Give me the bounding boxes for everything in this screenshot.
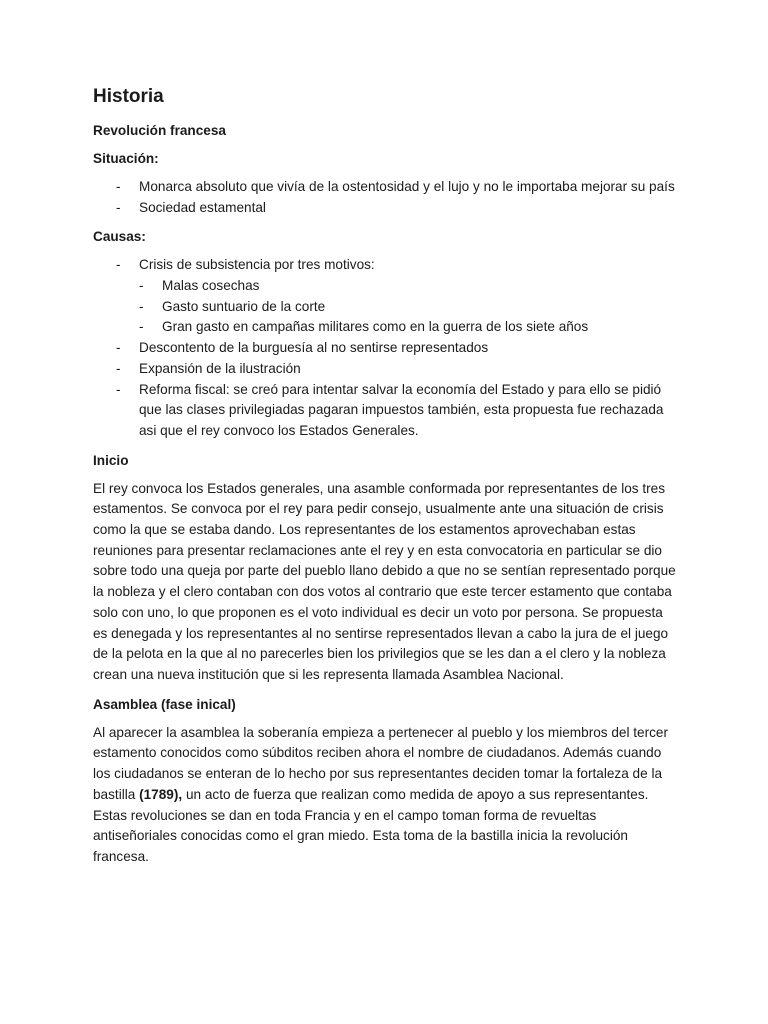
sublist-item: - Gasto suntuario de la corte [139,297,676,318]
inicio-paragraph: El rey convoca los Estados generales, una asamble conformada por representantes de los tres estamentos. Se convoca por el rey para pedir consejo, usualmente ante una situación de crisis como la que se estaba dando. Los representantes de los estamentos aprovechaban estas reuniones para presentar reclamaciones ante el rey y en esta convocatoria en particular se dio sobre todo una queja por parte del pueblo llano debido a que no se sentían representado porque la nobleza y el clero contaban con dos votos al contrario que este tercer estamento que contaba solo con uno, lo que proponen es el voto individual es decir un voto por persona. Se propuesta es denegada y los representantes al no sentirse representados llevan a cabo la jura de el juego de la pelota en la que al no parecerles bien los privilegios que se les dan a el clero y la nobleza crean una nueva institución que si les representa llamada Asamblea Nacional. [93,480,676,682]
asamblea-heading: Asamblea (fase inical) [93,696,236,712]
document-title: Historia [93,86,164,107]
asamblea-paragraph [93,723,676,868]
sublist-item: - Malas cosechas [139,276,676,297]
list-item: - Reforma fiscal: se creó para intentar salvar la economía del Estado y para ello se pidió que las clases privilegiadas pagaran impuestos también, esta propuesta fue rechazada asi que el rey convoco los Estados Generales. [93,380,676,442]
bold-year: (1789), [139,786,183,802]
list-item: - Expansión de la ilustración [93,359,676,380]
situacion-heading: Situación: [93,150,159,166]
document-subtitle: Revolución francesa [93,122,226,138]
paragraph-text: un acto de fuerza que realizan como medida de apoyo a sus representantes. Estas revoluciones se dan en toda Francia y en el campo toman forma de revueltas antiseñoriales conocidas como el gran miedo. Esta toma de la bastilla inicia la revolución francesa. [93,786,649,864]
list-item: - Descontento de la burguesía al no sentirse representados [93,338,676,359]
list-item-text: Crisis de subsistencia por tres motivos: [139,257,375,273]
sublist-item: - Gran gasto en campañas militares como en la guerra de los siete años [139,317,676,338]
causas-heading: Causas: [93,229,146,245]
causas-list [93,255,676,441]
list-item: - Monarca absoluto que vivía de la ostentosidad y el lujo y no le importaba mejorar su país [93,177,676,198]
causas-sublist [139,276,676,338]
inicio-heading: Inicio [93,452,129,468]
situacion-list [93,177,676,218]
paragraph-text: Al aparecer la asamblea la soberanía empieza a pertenecer al pueblo y los miembros del tercer estamento conocidos como súbditos reciben ahora el nombre de ciudadanos. Además cuando los ciudadanos se enteran de lo hecho por sus representantes deciden tomar la fortaleza de la bastilla [93,724,669,802]
list-item [93,255,676,338]
list-item: - Sociedad estamental [93,198,676,219]
